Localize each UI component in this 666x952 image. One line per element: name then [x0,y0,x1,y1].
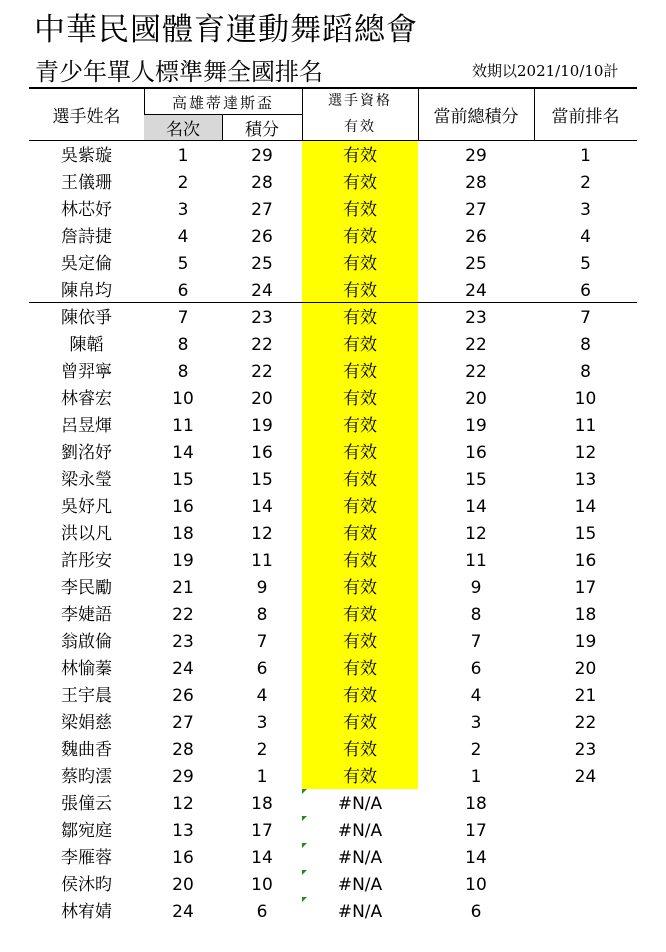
qualification-status: 有效 [343,497,377,517]
table-row [29,710,637,737]
total-points: 10 [465,875,487,895]
player-name: 魏曲香 [61,740,112,760]
error-indicator-icon [302,816,307,821]
current-rank: 4 [580,227,591,247]
player-name: 李雁蓉 [61,848,112,868]
competition-points: 4 [256,686,268,706]
total-points: 12 [465,524,487,544]
current-rank: 23 [574,740,597,760]
competition-points: 6 [256,902,268,922]
qualification-status: 有效 [343,713,377,733]
qualification-status: 有效 [343,740,377,760]
player-name: 王儀珊 [61,173,112,193]
player-name: 侯沐昀 [61,875,112,895]
current-rank: 8 [580,362,591,382]
total-points: 8 [470,605,482,625]
player-name: 詹詩捷 [61,227,112,247]
total-points: 24 [465,281,487,301]
competition-points: 6 [256,659,268,679]
player-name: 陳韜 [69,335,104,355]
total-points: 9 [470,578,482,598]
competition-rank: 29 [172,767,194,787]
qualification-status: 有效 [343,524,377,544]
qualification-status: 有效 [343,362,377,382]
player-name: 蔡昀澐 [61,767,112,787]
table-row [29,872,637,899]
competition-points: 22 [251,362,273,382]
qualification-status: 有效 [343,227,377,247]
player-name: 吳妤凡 [61,497,112,517]
player-name: 李民勵 [61,578,112,598]
current-rank: 21 [574,686,597,706]
competition-rank: 11 [172,416,194,436]
table-row [29,332,637,359]
qualification-status: 有效 [343,281,377,301]
competition-rank: 18 [172,524,194,544]
table-row [29,467,637,494]
current-rank: 14 [574,497,597,517]
current-rank: 12 [574,443,597,463]
competition-rank: 14 [172,443,194,463]
table-row [29,413,637,440]
ranking-title: 青少年單人標準舞全國排名 [35,58,323,86]
table-row [29,602,637,629]
table-row [29,791,637,818]
qualification-status: 有效 [343,308,377,328]
validity-date: 效期以2021/10/10計 [472,62,619,80]
competition-points: 12 [251,524,273,544]
competition-rank: 27 [172,713,194,733]
total-points: 7 [470,632,482,652]
table-row [29,575,637,602]
player-name: 許彤安 [61,551,112,571]
total-points: 1 [470,767,482,787]
qualification-status: 有效 [343,389,377,409]
table-row [29,656,637,683]
competition-rank: 8 [177,362,189,382]
current-rank: 5 [580,254,591,274]
table-row [29,278,637,305]
current-rank: 11 [574,416,597,436]
organization-title: 中華民國體育運動舞蹈總會 [34,12,418,48]
total-points: 4 [470,686,482,706]
competition-points: 27 [251,200,273,220]
competition-rank: 19 [172,551,194,571]
player-name: 梁永瑩 [61,470,112,490]
current-rank: 1 [580,146,591,166]
competition-points: 28 [251,173,273,193]
total-points: 6 [470,902,482,922]
qualification-status: 有效 [343,470,377,490]
header-qualification-line1: 選手資格 [328,93,392,109]
competition-rank: 28 [172,740,194,760]
competition-points: 16 [251,443,273,463]
qualification-status: 有效 [343,767,377,787]
total-points: 14 [465,848,487,868]
current-rank: 2 [580,173,591,193]
competition-rank: 20 [172,875,194,895]
current-rank: 22 [574,713,597,733]
current-rank [534,899,637,926]
competition-rank: 16 [172,497,194,517]
table-row [29,170,637,197]
table-row [29,521,637,548]
table-row [29,818,637,845]
competition-points: 10 [251,875,273,895]
table-row [29,899,637,926]
qualification-status: 有效 [343,173,377,193]
competition-rank: 4 [177,227,189,247]
competition-rank: 2 [177,173,189,193]
player-name: 曾羿寧 [61,362,112,382]
error-indicator-icon [302,870,307,875]
qualification-status: 有效 [343,578,377,598]
player-name: 呂昱煇 [61,416,112,436]
qualification-status: #N/A [337,794,383,814]
competition-points: 17 [251,821,273,841]
table-row [29,305,637,332]
qualification-status: 有效 [343,443,377,463]
competition-points: 7 [256,632,268,652]
header-points: 積分 [245,120,279,140]
player-name: 陳依爭 [61,308,112,328]
total-points: 2 [470,740,482,760]
player-name: 吳定倫 [61,254,112,274]
current-rank: 8 [580,335,591,355]
qualification-status: 有效 [343,200,377,220]
player-name: 洪以凡 [61,524,112,544]
table-row [29,845,637,872]
player-name: 林芯妤 [61,200,112,220]
table-row [29,683,637,710]
header-player-name: 選手姓名 [52,107,121,127]
total-points: 26 [465,227,487,247]
total-points: 11 [465,551,487,571]
competition-points: 25 [251,254,273,274]
competition-rank: 23 [172,632,194,652]
total-points: 3 [470,713,482,733]
current-rank: 7 [580,308,591,328]
competition-rank: 10 [172,389,194,409]
current-rank: 6 [580,281,591,301]
player-name: 王宇晨 [61,686,112,706]
competition-rank: 1 [177,146,189,166]
qualification-status: 有效 [343,632,377,652]
header-competition: 高雄蒂達斯盃 [171,93,274,112]
header-qualification [302,88,418,140]
qualification-status: 有效 [343,659,377,679]
table-row [29,224,637,251]
total-points: 25 [465,254,487,274]
current-rank: 20 [574,659,597,679]
competition-points: 23 [251,308,273,328]
total-points: 23 [465,308,487,328]
competition-points: 9 [256,578,268,598]
total-points: 6 [470,659,482,679]
total-points: 27 [465,200,487,220]
competition-points: 14 [251,848,273,868]
competition-points: 2 [256,740,268,760]
error-indicator-icon [302,843,307,848]
header-qualification-line2: 有效 [344,119,376,135]
total-points: 22 [465,335,487,355]
competition-rank: 16 [172,848,194,868]
competition-points: 26 [251,227,273,247]
total-points: 29 [465,146,487,166]
player-name: 林宥婧 [61,902,112,922]
current-rank: 13 [574,470,597,490]
competition-points: 1 [256,767,268,787]
total-points: 19 [465,416,487,436]
competition-rank: 6 [177,281,189,301]
error-indicator-icon [302,789,307,794]
table-row [29,251,637,278]
current-rank: 17 [574,578,597,598]
total-points: 15 [465,470,487,490]
competition-rank: 15 [172,470,194,490]
qualification-status: 有效 [343,254,377,274]
competition-rank: 7 [177,308,189,328]
total-points: 28 [465,173,487,193]
total-points: 16 [465,443,487,463]
player-name: 劉洺妤 [61,443,112,463]
total-points: 14 [465,497,487,517]
current-rank: 10 [574,389,597,409]
header-current-rank: 當前排名 [551,107,620,127]
qualification-status: #N/A [337,848,383,868]
qualification-status: 有效 [343,551,377,571]
current-rank: 16 [574,551,597,571]
qualification-status: #N/A [337,902,383,922]
qualification-status: 有效 [343,335,377,355]
competition-points: 18 [251,794,273,814]
player-name: 陳帛均 [61,281,112,301]
table-row [29,440,637,467]
qualification-status: 有效 [343,416,377,436]
table-row [29,737,637,764]
competition-rank: 3 [177,200,189,220]
player-name: 鄒宛庭 [61,821,112,841]
competition-rank: 13 [172,821,194,841]
qualification-status: 有效 [343,605,377,625]
competition-points: 22 [251,335,273,355]
competition-points: 19 [251,416,273,436]
competition-points: 24 [251,281,273,301]
current-rank [534,818,637,845]
qualification-status: 有效 [343,686,377,706]
competition-rank: 26 [172,686,194,706]
table-row [29,359,637,386]
table-row [29,494,637,521]
qualification-status: 有效 [343,146,377,166]
competition-rank: 24 [172,659,194,679]
current-rank: 19 [574,632,597,652]
header-rank: 名次 [144,115,222,140]
qualification-status: #N/A [337,875,383,895]
competition-points: 8 [256,605,268,625]
competition-rank: 21 [172,578,194,598]
table-row [29,197,637,224]
player-name: 張僮云 [61,794,112,814]
competition-rank: 8 [177,335,189,355]
current-rank [534,872,637,899]
competition-points: 11 [251,551,273,571]
table-row [29,629,637,656]
player-name: 林愉蓁 [61,659,112,679]
competition-points: 29 [251,146,273,166]
player-name: 吳紫璇 [61,146,112,166]
player-name: 翁啟倫 [61,632,112,652]
qualification-status: #N/A [337,821,383,841]
table-row [29,143,637,170]
player-name: 梁娟慈 [61,713,112,733]
total-points: 20 [465,389,487,409]
current-rank: 15 [574,524,597,544]
table-row [29,548,637,575]
competition-points: 15 [251,470,273,490]
competition-rank: 24 [172,902,194,922]
total-points: 18 [465,794,487,814]
current-rank: 24 [574,767,597,787]
competition-points: 20 [251,389,273,409]
competition-rank: 22 [172,605,194,625]
player-name: 李婕語 [61,605,112,625]
total-points: 22 [465,362,487,382]
table-row [29,386,637,413]
competition-rank: 5 [177,254,189,274]
current-rank: 3 [580,200,591,220]
current-rank [534,791,637,818]
error-indicator-icon [302,897,307,902]
header-total-points: 當前總積分 [433,107,519,127]
current-rank: 18 [574,605,597,625]
total-points: 17 [465,821,487,841]
table-row [29,764,637,791]
competition-points: 3 [256,713,268,733]
current-rank [534,845,637,872]
player-name: 林睿宏 [61,389,112,409]
competition-points: 14 [251,497,273,517]
competition-rank: 12 [172,794,194,814]
